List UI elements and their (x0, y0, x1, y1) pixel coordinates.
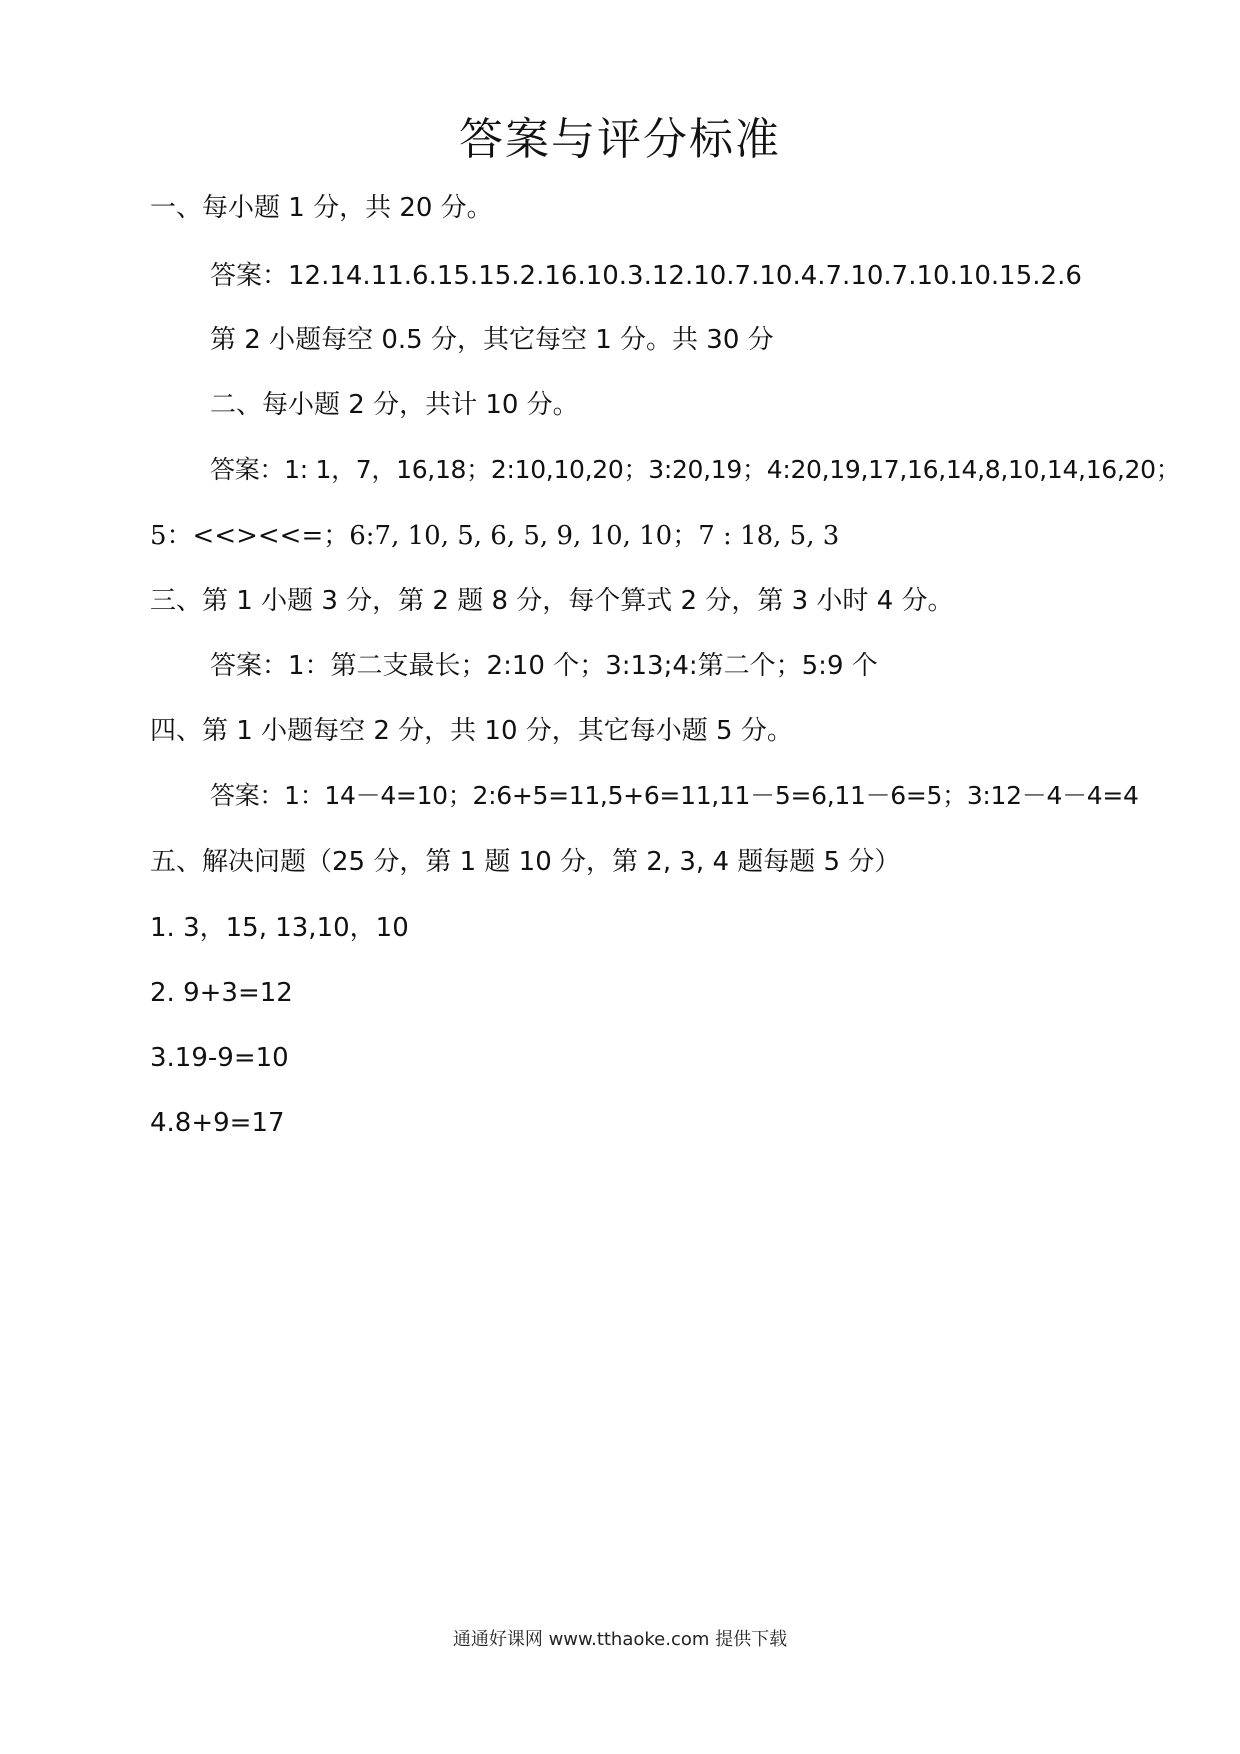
section-5-answer-1: 1. 3，15, 13,10，10 (150, 913, 409, 943)
section-2-heading: 二、每小题 2 分，共计 10 分。 (210, 390, 579, 420)
section-5-answer-2: 2. 9+3=12 (150, 978, 293, 1008)
page-footer: 通通好课网 www.tthaoke.com 提供下载 (452, 1629, 788, 1650)
section-2-answers-cont: 5：<<><<=；6:7, 10, 5, 6, 5, 9, 10, 10；7 : 18, 5, 3 (150, 521, 840, 551)
section-5-answer-4: 4.8+9=17 (150, 1108, 285, 1138)
section-3-answers: 答案：1：第二支最长；2:10 个；3:13;4:第二个；5:9 个 (210, 651, 878, 681)
section-3-heading: 三、第 1 小题 3 分，第 2 题 8 分，每个算式 2 分，第 3 小时 4 分。 (150, 586, 954, 616)
section-2-answers: 答案：1: 1，7，16,18；2:10,10,20；3:20,19；4:20,19,17,16,14,8,10,14,16,20； (210, 455, 1181, 484)
section-5-answer-3: 3.19-9=10 (150, 1043, 289, 1073)
section-5-heading: 五、解决问题（25 分，第 1 题 10 分，第 2, 3, 4 题每题 5 分） (150, 847, 901, 877)
section-4-heading: 四、第 1 小题每空 2 分，共 10 分，其它每小题 5 分。 (150, 716, 793, 746)
section-1-heading: 一、每小题 1 分，共 20 分。 (150, 193, 493, 223)
section-4-answers: 答案：1：14－4=10；2:6+5=11,5+6=11,11－5=6,11－6=5；3:12－4－4=4 (210, 781, 1139, 810)
section-1-answers: 答案：12.14.11.6.15.15.2.16.10.3.12.10.7.10.4.7.10.7.10.10.15.2.6 (210, 261, 1082, 291)
section-1-scoring-note: 第 2 小题每空 0.5 分，其它每空 1 分。共 30 分 (210, 325, 774, 355)
page-title: 答案与评分标准 (459, 114, 781, 165)
